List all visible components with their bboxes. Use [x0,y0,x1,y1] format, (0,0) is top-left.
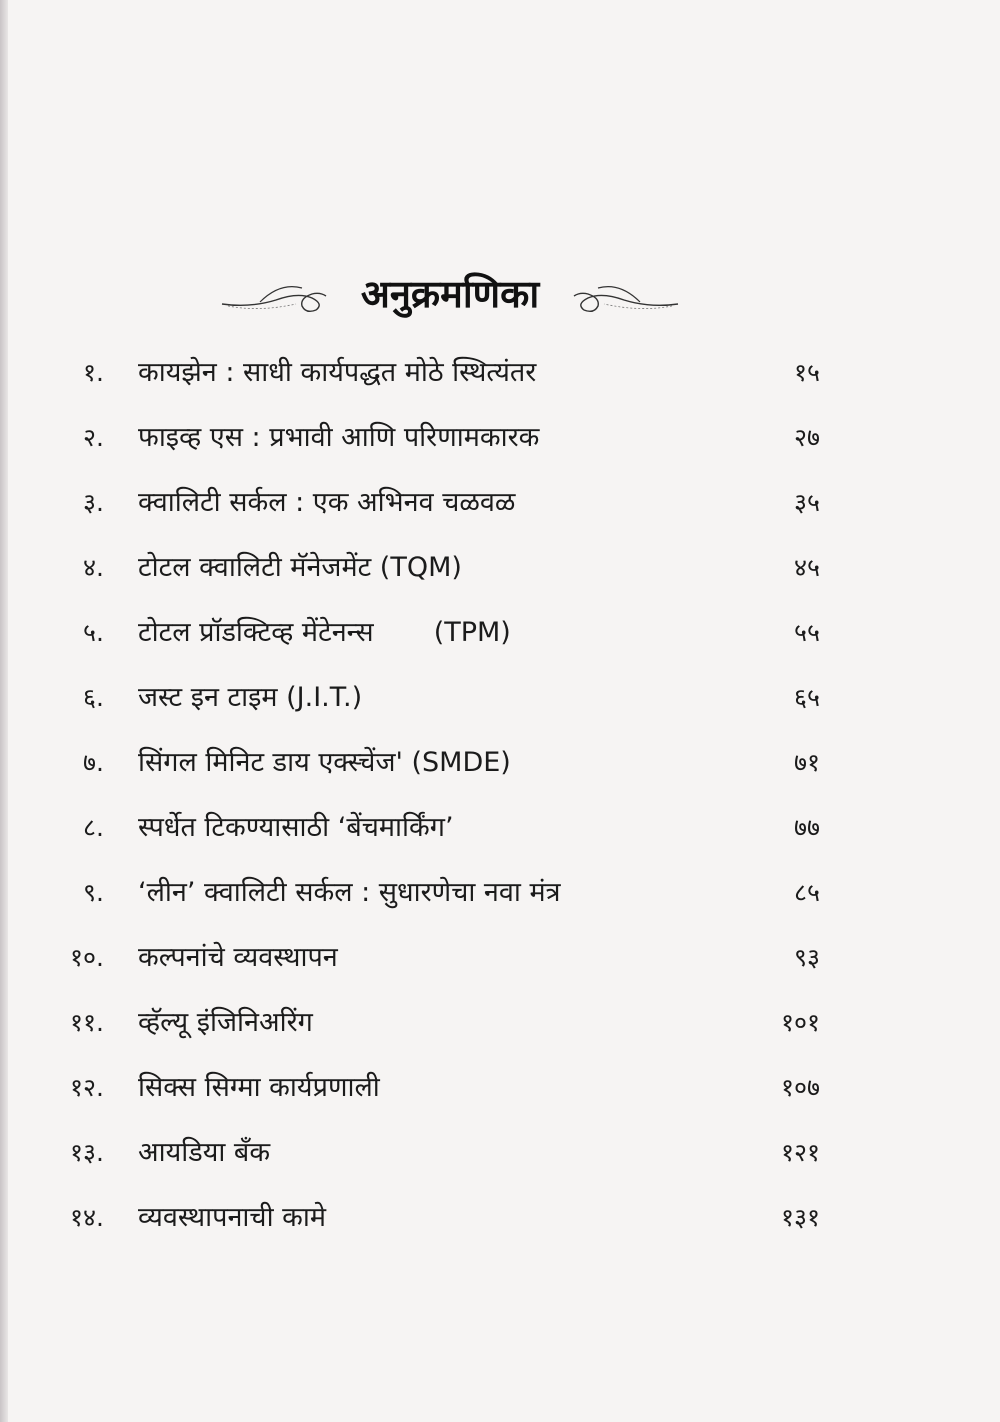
page-number: २७ [793,423,820,452]
chapter-title: क्वालिटी सर्कल : एक अभिनव चळवळ [138,487,516,518]
page-number: ८५ [793,878,820,907]
toc-row[interactable] [0,733,1000,798]
page-number: १५ [793,358,820,387]
chapter-number: १३. [70,1138,104,1167]
right-flourish-icon [570,278,680,314]
toc-row[interactable] [0,343,1000,408]
chapter-title: फाइव्ह एस : प्रभावी आणि परिणामकारक [138,422,540,453]
chapter-title: टोटल क्वालिटी मॅनेजमेंट (TQM) [138,552,462,583]
chapter-title: स्पर्धेत टिकण्यासाठी ‘बेंचमार्किंग’ [138,812,454,843]
toc-row[interactable] [0,993,1000,1058]
page-number: ७७ [793,813,820,842]
toc-row[interactable] [0,928,1000,993]
page-number: १३१ [780,1203,820,1232]
toc-row[interactable] [0,863,1000,928]
chapter-number: १२. [70,1073,104,1102]
chapter-number: १०. [70,943,104,972]
chapter-title: ‘लीन’ क्वालिटी सर्कल : सुधारणेचा नवा मंत्र [138,877,561,908]
chapter-title: व्हॅल्यू इंजिनिअरिंग [138,1007,313,1038]
chapter-number: ९. [83,878,104,907]
chapter-title: जस्ट इन टाइम (J.I.T.) [138,682,363,713]
toc-row[interactable] [0,473,1000,538]
chapter-number: २. [83,423,104,452]
toc-row[interactable] [0,1188,1000,1253]
chapter-title: कल्पनांचे व्यवस्थापन [138,942,338,973]
chapter-number: ११. [70,1008,104,1037]
chapter-title: व्यवस्थापनाची कामे [138,1202,327,1233]
chapter-number: १. [83,358,104,387]
chapter-number: ५. [83,618,104,647]
chapter-title: आयडिया बँक [138,1137,271,1168]
chapter-title: टोटल प्रॉडक्टिव्ह मेंटेनन्स (TPM) [138,617,511,648]
page-number: ५५ [793,618,820,647]
toc-row[interactable] [0,668,1000,733]
page-number: ४५ [793,553,820,582]
chapter-number: ३. [83,488,104,517]
toc-row[interactable] [0,603,1000,668]
toc-row[interactable] [0,1058,1000,1123]
page-title: अनुक्रमणिका [360,272,540,316]
chapter-number: ६. [83,683,104,712]
page-number: ३५ [793,488,820,517]
page-number: ६५ [793,683,820,712]
chapter-number: १४. [70,1203,104,1232]
toc-row[interactable] [0,408,1000,473]
page-number: १२१ [780,1138,820,1167]
page-number: १०१ [780,1008,820,1037]
table-of-contents [0,343,1000,1253]
page-number: १०७ [780,1073,820,1102]
chapter-number: ७. [83,748,104,777]
chapter-number: ८. [83,813,104,842]
page-number: ९३ [793,943,820,972]
chapter-title: कायझेन : साधी कार्यपद्धत मोठे स्थित्यंतर [138,357,537,388]
chapter-title: सिक्स सिग्मा कार्यप्रणाली [138,1072,380,1103]
heading-block [220,262,680,332]
chapter-number: ४. [83,553,104,582]
toc-row[interactable] [0,1123,1000,1188]
chapter-title: सिंगल मिनिट डाय एक्स्चेंज' (SMDE) [138,747,511,778]
toc-row[interactable] [0,798,1000,863]
page-number: ७१ [793,748,820,777]
toc-row[interactable] [0,538,1000,603]
